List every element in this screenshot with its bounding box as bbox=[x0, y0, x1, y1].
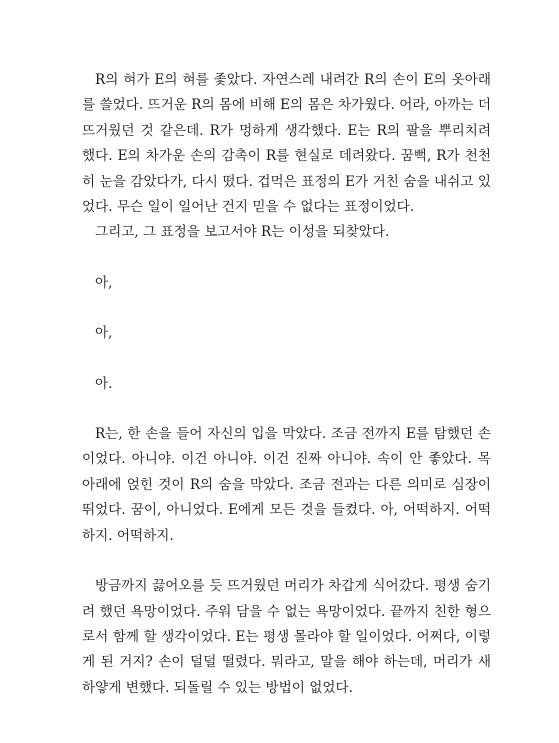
paragraph-7: 방금까지 끓어오를 듯 뜨거웠던 머리가 차갑게 식어갔다. 평생 숨기려 했던 욕망이었다. 주워 담을 수 없는 욕망이었다. 끝까지 친한 형으로서 함께 할 생각이었다. E는 평생 몰라야 할 일이었다. 어쩌다, 이렇게 된 거지? 손이 덜덜 떨렸다. 뭐라고, 말을 해야 하는데, 머리가 새하얗게 변했다. 되돌릴 수 있는 방법이 없었다. bbox=[82, 578, 491, 696]
spacer bbox=[82, 347, 491, 372]
spacer bbox=[82, 549, 491, 574]
spacer bbox=[82, 246, 491, 271]
paragraph-6: R는, 한 손을 들어 자신의 입을 막았다. 조금 전까지 E를 탐했던 손이었다. 아니야. 이건 아니야. 이건 진짜 아니야. 속이 안 좋았다. 목 아래에 얹힌 것이 R의 숨을 막았다. 조금 전과는 다른 의미로 심장이 뛰었다. 꿈이, 아니었다. E에게 모든 것을 들켰다. 아, 어떡하지. 어떡하지. 어떡하지. bbox=[82, 426, 491, 544]
paragraph-3: 아, bbox=[95, 274, 113, 291]
paragraph-4: 아, bbox=[95, 325, 113, 342]
paragraph-1: R의 혀가 E의 혀를 좇았다. 자연스레 내려간 R의 손이 E의 옷아래를 쓸었다. 뜨거운 R의 몸에 비해 E의 몸은 차가웠다. 어라, 아까는 더 뜨거웠던 것 같은데. R가 멍하게 생각했다. E는 R의 팔을 뿌리치려 했다. E의 차가운 손의 감촉이 R를 현실로 데려왔다. 꿈뻑, R가 천천히 눈을 감았다가, 다시 떴다. 겁먹은 표정의 E가 거친 숨을 내쉬고 있었다. 무슨 일이 일어난 건지 믿을 수 없다는 표정이었다. bbox=[82, 72, 491, 216]
spacer bbox=[82, 397, 491, 422]
paragraph-5: 아. bbox=[95, 375, 113, 392]
paragraph-2: 그리고, 그 표정을 보고서야 R는 이성을 되찾았다. bbox=[95, 224, 390, 241]
spacer bbox=[82, 296, 491, 321]
